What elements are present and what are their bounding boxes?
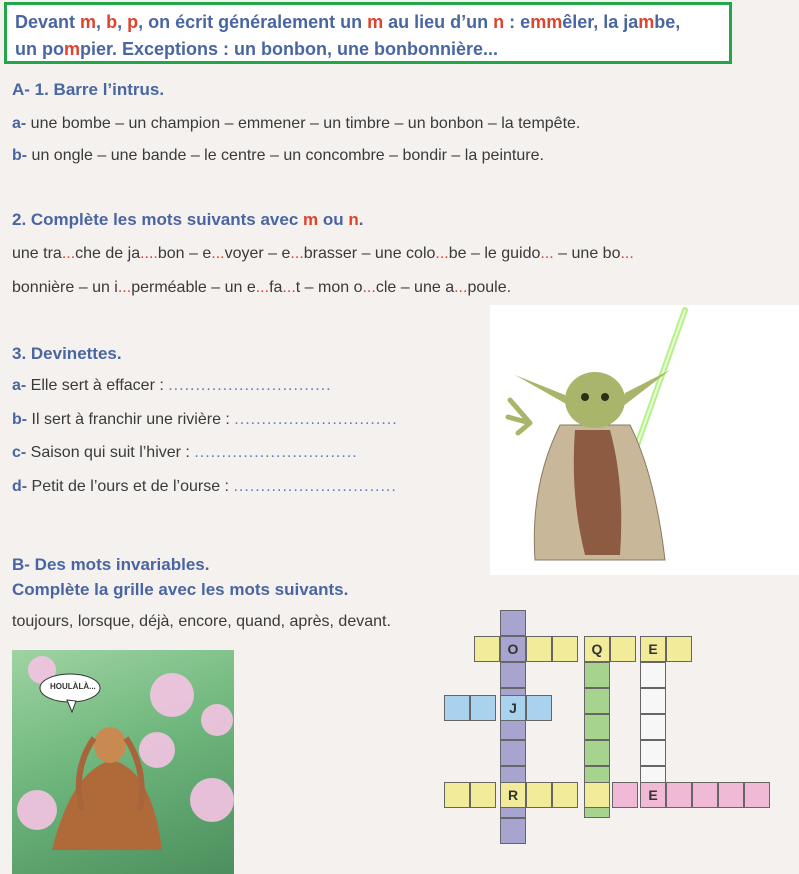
grid-cell[interactable] xyxy=(584,662,610,688)
fill-blank[interactable]: ... xyxy=(117,279,132,296)
rule-text: , on écrit généralement un xyxy=(138,12,368,32)
rule-letter-mm: mm xyxy=(530,12,563,32)
fill-text: poule. xyxy=(467,279,512,296)
rule-text: au lieu d’un xyxy=(383,12,494,32)
rule-text: be, xyxy=(654,12,681,32)
comic-illustration xyxy=(12,650,234,874)
grid-cell[interactable] xyxy=(584,740,610,766)
section-2-title xyxy=(12,210,363,230)
grid-cell[interactable] xyxy=(500,636,526,662)
grid-cell[interactable] xyxy=(640,782,666,808)
grid-letter: Q xyxy=(591,641,603,657)
fill-blank[interactable]: ... xyxy=(435,245,449,262)
grid-cell[interactable] xyxy=(526,636,552,662)
item-text: un ongle – une bande – le centre – un concombre – bondir – la peinture. xyxy=(27,147,544,164)
section-b-subtitle: Complète la grille avec les mots suivants. xyxy=(12,580,349,599)
grid-cell[interactable] xyxy=(500,695,526,721)
grid-cell[interactable] xyxy=(640,662,666,688)
fill-text: voyer – e xyxy=(224,245,291,262)
grid-cell[interactable] xyxy=(584,782,610,808)
grid-cell[interactable] xyxy=(584,636,610,662)
rule-letter-m: m xyxy=(63,39,80,59)
fill-text: perméable – un e xyxy=(131,279,256,296)
comic-drawing xyxy=(12,650,234,874)
yoda-illustration xyxy=(490,305,799,575)
grid-cell[interactable] xyxy=(640,636,666,662)
grid-cell[interactable] xyxy=(640,740,666,766)
riddle-a xyxy=(12,377,332,395)
fill-line-1 xyxy=(12,245,634,263)
rule-text: , xyxy=(96,12,107,32)
exercise-b-line xyxy=(12,147,544,165)
grid-cell[interactable] xyxy=(640,688,666,714)
rule-line-2 xyxy=(15,36,721,63)
fill-text: cle – une a xyxy=(375,279,455,296)
riddle-text: Elle sert à effacer : xyxy=(26,377,169,394)
grid-cell[interactable] xyxy=(500,740,526,766)
item-label: a- xyxy=(12,115,27,132)
speech-bubble-text: HOULÀLÀ... xyxy=(50,682,96,691)
rule-letter-b: b xyxy=(106,12,118,32)
rule-box xyxy=(4,2,732,64)
grid-letter: E xyxy=(648,787,658,803)
grid-letter: J xyxy=(509,700,517,716)
riddle-text: Saison qui suit l’hiver : xyxy=(26,444,195,461)
grid-cell[interactable] xyxy=(500,782,526,808)
riddle-text: Il sert à franchir une rivière : xyxy=(27,411,235,428)
fill-text: fa xyxy=(269,279,283,296)
yoda-drawing xyxy=(490,305,799,575)
exercise-a-line xyxy=(12,115,580,133)
item-label: b- xyxy=(12,147,28,164)
riddle-c xyxy=(12,444,358,462)
rule-letter-m: m xyxy=(638,12,655,32)
grid-cell[interactable] xyxy=(444,695,470,721)
section-3-title: 3. Devinettes. xyxy=(12,344,122,363)
grid-cell[interactable] xyxy=(500,818,526,844)
fill-blank[interactable]: ... xyxy=(620,245,634,262)
grid-cell[interactable] xyxy=(584,688,610,714)
grid-cell[interactable] xyxy=(470,782,496,808)
grid-cell[interactable] xyxy=(500,610,526,636)
grid-cell[interactable] xyxy=(526,782,552,808)
fill-blank[interactable]: ... xyxy=(211,245,225,262)
grid-cell[interactable] xyxy=(666,782,692,808)
answer-blank[interactable]: .............................. xyxy=(194,444,358,461)
fill-blank[interactable]: ... xyxy=(362,279,376,296)
title-text: ou xyxy=(318,210,349,229)
rule-text: pier. Exceptions : un bonbon, une bonbonnière... xyxy=(80,39,499,59)
rule-text: êler, la ja xyxy=(562,12,639,32)
fill-blank[interactable]: ... xyxy=(282,279,296,296)
fill-blank[interactable]: ... xyxy=(61,245,76,262)
fill-text: t – mon o xyxy=(295,279,363,296)
rule-text: Devant xyxy=(15,12,81,32)
answer-blank[interactable]: .............................. xyxy=(168,377,332,394)
grid-cell[interactable] xyxy=(584,714,610,740)
item-label: c- xyxy=(12,444,27,461)
fill-text: bonnière – un i xyxy=(12,279,118,296)
grid-cell[interactable] xyxy=(744,782,770,808)
fill-blank[interactable]: ... xyxy=(255,279,270,296)
word-list: toujours, lorsque, déjà, encore, quand, après, devant. xyxy=(12,613,391,630)
rule-letter-n: n xyxy=(493,12,505,32)
crossword-grid xyxy=(440,600,799,874)
fill-blank[interactable]: ... xyxy=(290,245,304,262)
grid-letter: E xyxy=(648,641,658,657)
fill-text: bon – e xyxy=(157,245,212,262)
riddle-b xyxy=(12,411,398,429)
section-b-title: B- Des mots invariables. xyxy=(12,555,210,574)
grid-letter: R xyxy=(507,787,519,803)
fill-text: che de ja xyxy=(75,245,141,262)
fill-blank[interactable]: ... xyxy=(540,245,554,262)
answer-blank[interactable]: .............................. xyxy=(233,478,397,495)
section-a-title: A- 1. Barre l’intrus. xyxy=(12,80,165,99)
fill-text: – une bo xyxy=(553,245,621,262)
grid-cell[interactable] xyxy=(692,782,718,808)
riddle-d xyxy=(12,478,397,496)
grid-letter: O xyxy=(507,641,519,657)
grid-cell[interactable] xyxy=(612,782,638,808)
fill-text: une tra xyxy=(12,245,62,262)
rule-letter-p: p xyxy=(127,12,139,32)
rule-letter-m: m xyxy=(367,12,384,32)
answer-blank[interactable]: .............................. xyxy=(234,411,398,428)
grid-cell[interactable] xyxy=(470,695,496,721)
item-label: a- xyxy=(12,377,27,394)
item-label: b- xyxy=(12,411,28,428)
grid-cell[interactable] xyxy=(552,782,578,808)
item-text: une bombe – un champion – emmener – un timbre – un bonbon – la tempête. xyxy=(26,115,581,132)
grid-cell[interactable] xyxy=(610,636,636,662)
rule-text: : e xyxy=(504,12,531,32)
riddle-text: Petit de l’ours et de l’ourse : xyxy=(27,478,234,495)
fill-blank[interactable]: ... xyxy=(454,279,468,296)
grid-cell[interactable] xyxy=(666,636,692,662)
grid-cell[interactable] xyxy=(500,662,526,688)
grid-cell[interactable] xyxy=(552,636,578,662)
grid-cell[interactable] xyxy=(640,714,666,740)
title-text: 2. Complète les mots suivants avec xyxy=(12,210,304,229)
rule-text: un po xyxy=(15,39,64,59)
title-letter-m: m xyxy=(303,210,319,229)
rule-text: , xyxy=(117,12,128,32)
fill-line-2 xyxy=(12,279,511,297)
title-letter-n: n xyxy=(348,210,359,229)
rule-letter-m: m xyxy=(80,12,97,32)
item-label: d- xyxy=(12,478,28,495)
grid-cell[interactable] xyxy=(444,782,470,808)
title-text: . xyxy=(358,210,364,229)
grid-cell[interactable] xyxy=(474,636,500,662)
fill-text: be – le guido xyxy=(448,245,541,262)
fill-text: brasser – une colo xyxy=(303,245,436,262)
grid-cell[interactable] xyxy=(718,782,744,808)
rule-line-1 xyxy=(15,9,721,36)
fill-blank[interactable]: .... xyxy=(140,245,158,262)
grid-cell[interactable] xyxy=(526,695,552,721)
